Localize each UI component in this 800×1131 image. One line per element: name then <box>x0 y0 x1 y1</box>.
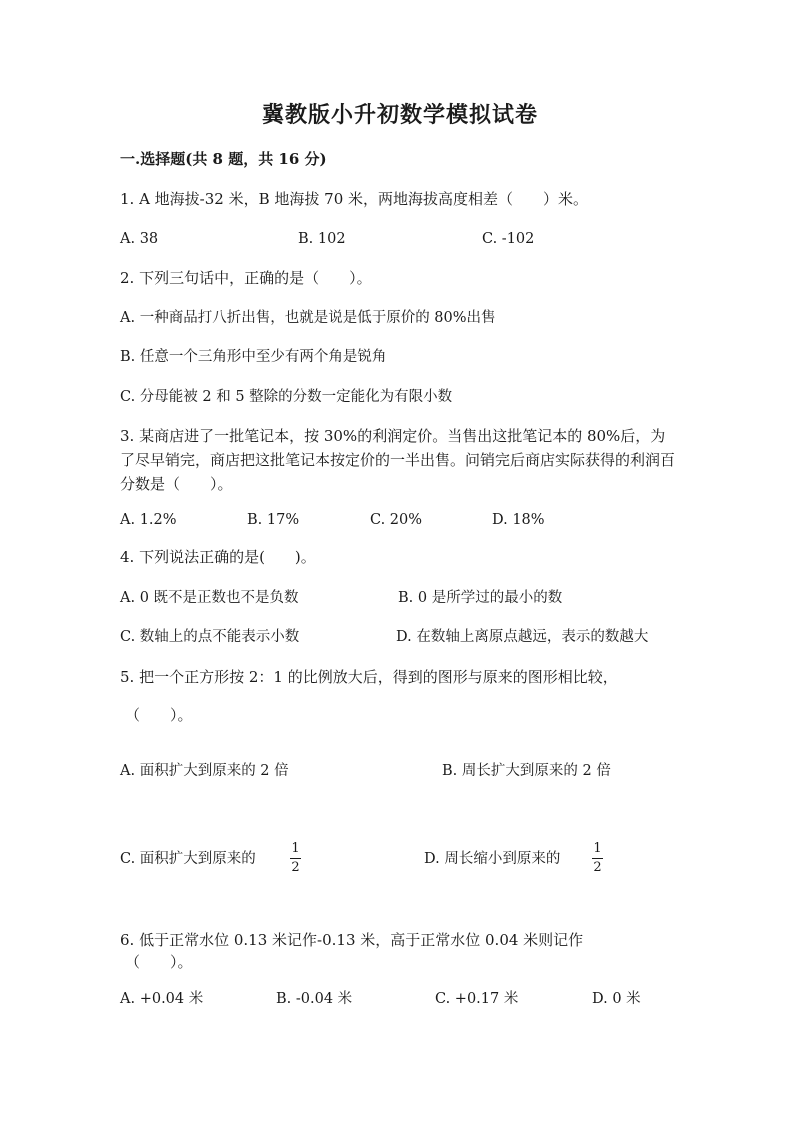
question-6-option-a: A. +0.04 米 <box>120 991 204 1007</box>
question-6-option-b: B. -0.04 米 <box>276 991 353 1007</box>
fraction-bar <box>592 858 603 859</box>
question-1-option-a: A. 38 <box>120 231 159 247</box>
question-2-option-a: A. 一种商品打八折出售，也就是说是低于原价的 80%出售 <box>120 310 496 326</box>
question-3-option-a: A. 1.2% <box>120 512 177 528</box>
question-4-option-a: A. 0 既不是正数也不是负数 <box>120 590 299 606</box>
question-1-stem: 1. A 地海拔-32 米，B 地海拔 70 米，两地海拔高度相差（ ）米。 <box>120 190 589 208</box>
section-heading: 一.选择题(共 8 题，共 16 分) <box>120 150 327 168</box>
question-6-stem: 6. 低于正常水位 0.13 米记作-0.13 米，高于正常水位 0.04 米则记作 <box>120 931 584 949</box>
question-5-option-c-fraction <box>290 842 301 875</box>
question-1-option-b: B. 102 <box>298 231 346 247</box>
question-3-option-c: C. 20% <box>370 512 423 528</box>
question-3-stem: 3. 某商店进了一批笔记本，按 30%的利润定价。当售出这批笔记本的 80%后，为了尽早销完，商店把这批笔记本按定价的一半出售。问销完后商店实际获得的利润百分数是（ ）。 <box>120 427 676 493</box>
question-2-stem: 2. 下列三句话中，正确的是（ ）。 <box>120 269 372 287</box>
fraction-numerator: 1 <box>593 841 602 856</box>
page-title: 冀教版小升初数学模拟试卷 <box>261 102 538 128</box>
question-5-blank: （ ）。 <box>125 706 193 724</box>
question-4-option-c: C. 数轴上的点不能表示小数 <box>120 629 300 645</box>
question-5-stem: 5. 把一个正方形按 2：1 的比例放大后，得到的图形与原来的图形相比较， <box>120 668 618 686</box>
question-6-option-d: D. 0 米 <box>592 991 641 1007</box>
question-2-option-b: B. 任意一个三角形中至少有两个角是锐角 <box>120 349 387 365</box>
question-2-option-c: C. 分母能被 2 和 5 整除的分数一定能化为有限小数 <box>120 389 453 405</box>
question-3-option-b: B. 17% <box>247 512 300 528</box>
fraction-numerator: 1 <box>291 841 300 856</box>
question-5-option-d: D. 周长缩小到原来的 <box>424 851 561 867</box>
question-5-option-d-fraction <box>592 842 603 875</box>
question-4-stem: 4. 下列说法正确的是( )。 <box>120 548 316 566</box>
question-5-option-c: C. 面积扩大到原来的 <box>120 851 256 867</box>
question-5-option-b: B. 周长扩大到原来的 2 倍 <box>442 763 611 779</box>
question-3-option-d: D. 18% <box>492 512 545 528</box>
question-6-option-c: C. +0.17 米 <box>435 991 519 1007</box>
question-4-option-b: B. 0 是所学过的最小的数 <box>398 590 563 606</box>
question-1-option-c: C. -102 <box>482 231 535 247</box>
question-6-blank: （ ）。 <box>125 953 193 971</box>
fraction-denominator: 2 <box>593 860 602 875</box>
fraction-bar <box>290 858 301 859</box>
question-5-option-a: A. 面积扩大到原来的 2 倍 <box>120 763 289 779</box>
question-4-option-d: D. 在数轴上离原点越远，表示的数越大 <box>396 629 649 645</box>
fraction-denominator: 2 <box>291 860 300 875</box>
